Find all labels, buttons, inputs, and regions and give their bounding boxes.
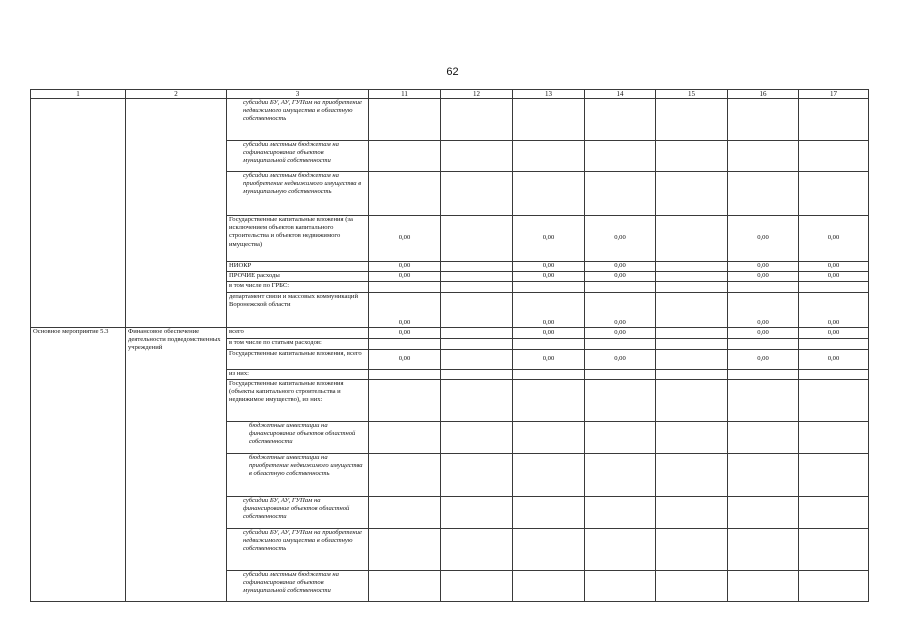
value-cell xyxy=(799,370,869,380)
header-row xyxy=(31,90,869,99)
value-cell xyxy=(728,339,799,350)
value-cell xyxy=(728,99,799,141)
value-cell xyxy=(656,454,728,497)
value-cell xyxy=(369,571,441,602)
expense-type-cell: бюджетные инвестиции на финансирование объектов областной собственности xyxy=(227,422,369,454)
value-cell xyxy=(799,529,869,571)
value-cell xyxy=(441,380,513,422)
value-cell xyxy=(656,339,728,350)
value-cell xyxy=(513,380,585,422)
page-number: 62 xyxy=(446,66,459,78)
value-cell xyxy=(513,141,585,172)
value-cell xyxy=(585,282,656,293)
expense-type-cell: субсидии местным бюджетам на приобретение недвижимого имущества в муниципальную собственность xyxy=(227,172,369,216)
value-cell xyxy=(656,293,728,328)
value-cell xyxy=(799,380,869,422)
value-cell xyxy=(513,339,585,350)
expense-type-cell: Государственные капитальные вложения, всего xyxy=(227,350,369,370)
value-cell: 0,00 xyxy=(513,350,585,370)
value-cell: 0,00 xyxy=(728,262,799,272)
expense-type-cell: из них: xyxy=(227,370,369,380)
value-cell: 0,00 xyxy=(728,328,799,339)
column-header: 15 xyxy=(656,90,728,99)
activity-name-cell: Основное мероприятие 5.3 xyxy=(31,328,126,602)
value-cell xyxy=(369,99,441,141)
value-cell xyxy=(441,172,513,216)
value-cell xyxy=(585,141,656,172)
value-cell xyxy=(513,571,585,602)
value-cell: 0,00 xyxy=(369,350,441,370)
value-cell xyxy=(585,380,656,422)
expense-type-cell: субсидии БУ, АУ, ГУПам на финансирование объектов областной собственности xyxy=(227,497,369,529)
value-cell xyxy=(656,216,728,262)
expense-type-cell: субсидии местным бюджетам на софинансирование объектов муниципальной собственности xyxy=(227,141,369,172)
value-cell xyxy=(728,370,799,380)
expense-type-cell: Государственные капитальные вложения (объекты капитального строительства и недвижимое имущество), из них: xyxy=(227,380,369,422)
column-header: 17 xyxy=(799,90,869,99)
expense-type-cell: субсидии БУ, АУ, ГУПам на приобретение недвижимого имущества в областную собственность xyxy=(227,99,369,141)
value-cell xyxy=(799,99,869,141)
value-cell: 0,00 xyxy=(585,216,656,262)
column-header: 1 xyxy=(31,90,126,99)
value-cell xyxy=(799,571,869,602)
value-cell xyxy=(585,339,656,350)
value-cell xyxy=(799,454,869,497)
table-body xyxy=(31,90,869,602)
value-cell xyxy=(585,454,656,497)
expense-type-cell: в том числе по ГРБС: xyxy=(227,282,369,293)
value-cell xyxy=(656,350,728,370)
value-cell: 0,00 xyxy=(369,272,441,282)
value-cell: 0,00 xyxy=(585,272,656,282)
expense-type-cell: Государственные капитальные вложения (за исключением объектов капитального строительства и объектов недвижимого имущества) xyxy=(227,216,369,262)
value-cell xyxy=(441,328,513,339)
value-cell xyxy=(728,529,799,571)
column-header: 16 xyxy=(728,90,799,99)
value-cell xyxy=(441,282,513,293)
value-cell xyxy=(799,422,869,454)
value-cell xyxy=(441,571,513,602)
value-cell xyxy=(728,172,799,216)
value-cell: 0,00 xyxy=(585,293,656,328)
value-cell xyxy=(656,380,728,422)
expense-type-cell: департамент связи и массовых коммуникаций Воронежской области xyxy=(227,293,369,328)
value-cell: 0,00 xyxy=(585,350,656,370)
value-cell xyxy=(441,454,513,497)
value-cell xyxy=(585,529,656,571)
value-cell xyxy=(585,571,656,602)
column-header: 12 xyxy=(441,90,513,99)
expense-type-cell: НИОКР xyxy=(227,262,369,272)
value-cell xyxy=(441,370,513,380)
value-cell xyxy=(799,497,869,529)
value-cell xyxy=(799,282,869,293)
value-cell: 0,00 xyxy=(728,216,799,262)
value-cell xyxy=(441,422,513,454)
value-cell xyxy=(728,282,799,293)
value-cell: 0,00 xyxy=(799,328,869,339)
value-cell xyxy=(728,571,799,602)
value-cell xyxy=(513,282,585,293)
value-cell xyxy=(728,422,799,454)
value-cell: 0,00 xyxy=(728,293,799,328)
value-cell xyxy=(656,370,728,380)
value-cell xyxy=(513,497,585,529)
expense-type-cell: ПРОЧИЕ расходы xyxy=(227,272,369,282)
value-cell xyxy=(441,339,513,350)
table-row xyxy=(31,99,869,141)
value-cell xyxy=(656,141,728,172)
value-cell xyxy=(369,339,441,350)
column-header: 13 xyxy=(513,90,585,99)
value-cell xyxy=(656,529,728,571)
value-cell xyxy=(441,529,513,571)
column-header: 14 xyxy=(585,90,656,99)
value-cell: 0,00 xyxy=(585,262,656,272)
value-cell xyxy=(369,454,441,497)
value-cell: 0,00 xyxy=(513,293,585,328)
value-cell xyxy=(656,272,728,282)
value-cell: 0,00 xyxy=(799,216,869,262)
expense-type-cell: всего xyxy=(227,328,369,339)
value-cell xyxy=(585,172,656,216)
value-cell: 0,00 xyxy=(799,350,869,370)
table-row xyxy=(31,328,869,339)
value-cell: 0,00 xyxy=(585,328,656,339)
column-header: 3 xyxy=(227,90,369,99)
expense-type-cell: субсидии БУ, АУ, ГУПам на приобретение недвижимого имущества в областную собственность xyxy=(227,529,369,571)
value-cell: 0,00 xyxy=(369,262,441,272)
value-cell xyxy=(728,141,799,172)
value-cell xyxy=(513,454,585,497)
activity-description-cell: Финансовое обеспечение деятельности подведомственных учреждений xyxy=(126,328,227,602)
value-cell xyxy=(656,262,728,272)
value-cell: 0,00 xyxy=(369,293,441,328)
value-cell: 0,00 xyxy=(799,272,869,282)
expense-type-cell: в том числе по статьям расходов: xyxy=(227,339,369,350)
value-cell xyxy=(369,422,441,454)
activity-name-cell xyxy=(31,99,126,328)
value-cell xyxy=(369,529,441,571)
value-cell xyxy=(585,497,656,529)
value-cell xyxy=(441,141,513,172)
value-cell xyxy=(369,282,441,293)
value-cell: 0,00 xyxy=(799,262,869,272)
expense-type-cell: субсидии местным бюджетам на софинансирование объектов муниципальной собственности xyxy=(227,571,369,602)
value-cell xyxy=(513,529,585,571)
value-cell xyxy=(728,497,799,529)
value-cell xyxy=(656,497,728,529)
value-cell xyxy=(799,141,869,172)
expense-type-cell: бюджетные инвестиции на приобретение недвижимого имущества в областную собственность xyxy=(227,454,369,497)
value-cell xyxy=(513,172,585,216)
value-cell: 0,00 xyxy=(513,216,585,262)
value-cell xyxy=(585,99,656,141)
value-cell xyxy=(441,216,513,262)
budget-table xyxy=(30,89,869,602)
value-cell xyxy=(369,380,441,422)
value-cell xyxy=(656,99,728,141)
column-header: 2 xyxy=(126,90,227,99)
value-cell: 0,00 xyxy=(369,216,441,262)
value-cell xyxy=(441,99,513,141)
value-cell xyxy=(585,370,656,380)
value-cell xyxy=(656,172,728,216)
value-cell: 0,00 xyxy=(728,272,799,282)
value-cell xyxy=(513,99,585,141)
value-cell xyxy=(799,339,869,350)
value-cell xyxy=(369,172,441,216)
value-cell xyxy=(585,422,656,454)
value-cell xyxy=(441,272,513,282)
value-cell xyxy=(656,571,728,602)
value-cell: 0,00 xyxy=(513,262,585,272)
value-cell: 0,00 xyxy=(513,272,585,282)
value-cell: 0,00 xyxy=(728,350,799,370)
value-cell: 0,00 xyxy=(799,293,869,328)
value-cell xyxy=(799,172,869,216)
value-cell xyxy=(728,454,799,497)
value-cell xyxy=(513,422,585,454)
value-cell xyxy=(441,262,513,272)
value-cell xyxy=(656,422,728,454)
value-cell xyxy=(441,293,513,328)
value-cell: 0,00 xyxy=(513,328,585,339)
value-cell xyxy=(369,141,441,172)
value-cell xyxy=(656,282,728,293)
value-cell xyxy=(441,350,513,370)
value-cell: 0,00 xyxy=(369,328,441,339)
value-cell xyxy=(369,497,441,529)
column-header: 11 xyxy=(369,90,441,99)
value-cell xyxy=(728,380,799,422)
value-cell xyxy=(441,497,513,529)
value-cell xyxy=(369,370,441,380)
value-cell xyxy=(513,370,585,380)
activity-description-cell xyxy=(126,99,227,328)
value-cell xyxy=(656,328,728,339)
